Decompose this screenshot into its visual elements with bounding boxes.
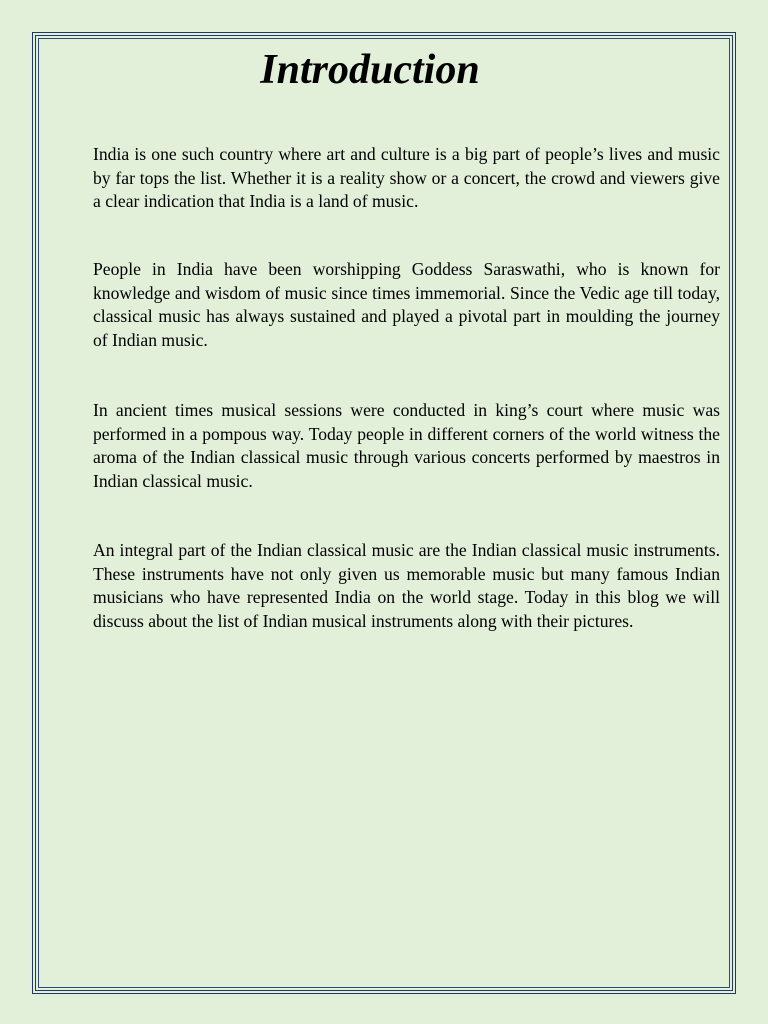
paragraph-4: An integral part of the Indian classical music are the Indian classical music instruments. These instruments have not only given us memorable music but many famous Indian musicians who have represented India on the world stage. Today in this blog we will discuss about the list of Indian musical instruments along with their pictures.: [93, 540, 720, 631]
paragraph-3: In ancient times musical sessions were conducted in king’s court where music was performed in a pompous way. Today people in different corners of the world witness the aroma of the Indian classical music through various concerts performed by maestros in Indian classical music.: [93, 400, 720, 491]
paragraph-1: India is one such country where art and culture is a big part of people’s lives and music by far tops the list. Whether it is a reality show or a concert, the crowd and viewers give a clear indication that India is a land of music.: [93, 144, 720, 211]
paragraph-2: People in India have been worshipping Goddess Saraswathi, who is known for knowledge and wisdom of music since times immemorial. Since the Vedic age till today, classical music has always sustained and played a pivotal part in moulding the journey of Indian music.: [93, 259, 720, 350]
document-title: Introduction: [260, 47, 480, 93]
